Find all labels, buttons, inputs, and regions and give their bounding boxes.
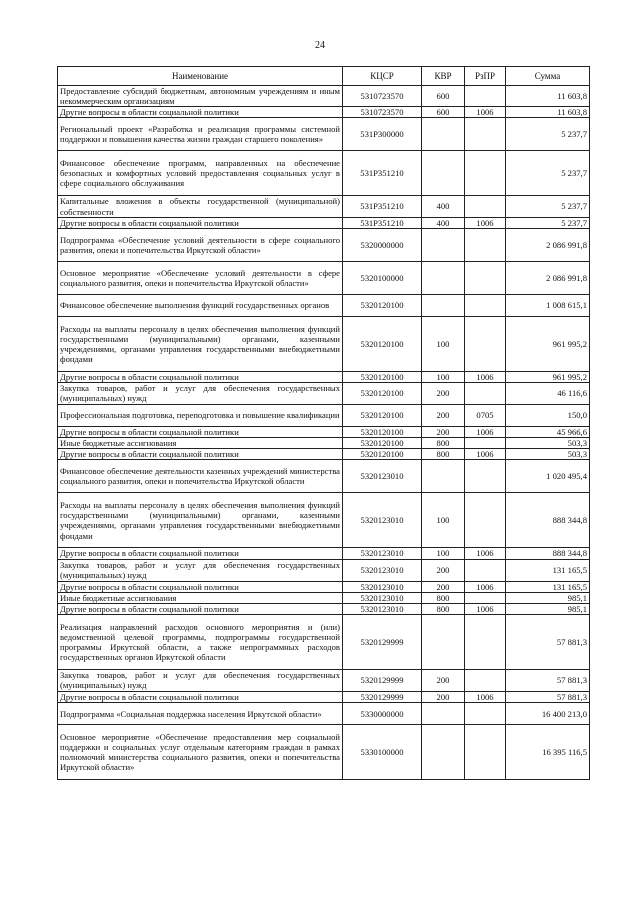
cell-sum: 57 881,3: [506, 669, 590, 691]
cell-kvr: [422, 703, 465, 725]
cell-kcsr: 5320123010: [343, 493, 422, 548]
cell-sum: 888 344,8: [506, 548, 590, 559]
cell-kvr: 800: [422, 603, 465, 614]
table-row: [58, 449, 590, 460]
cell-rzpr: 1006: [465, 449, 506, 460]
cell-sum: 11 603,8: [506, 107, 590, 118]
cell-name: Закупка товаров, работ и услуг для обеспечения государственных (муниципальных) нужд: [58, 669, 343, 691]
table-row: [58, 426, 590, 437]
cell-sum: 131 165,5: [506, 581, 590, 592]
table-row: [58, 294, 590, 316]
cell-kcsr: 5320123010: [343, 592, 422, 603]
cell-rzpr: [465, 460, 506, 493]
cell-name: Региональный проект «Разработка и реализация программы системной поддержки и повышения качества жизни граждан старшего поколения»: [58, 118, 343, 151]
cell-sum: 961 995,2: [506, 316, 590, 371]
cell-kvr: 200: [422, 669, 465, 691]
header-sum: Сумма: [506, 67, 590, 86]
cell-rzpr: 1006: [465, 548, 506, 559]
cell-rzpr: [465, 294, 506, 316]
cell-kvr: 200: [422, 581, 465, 592]
cell-rzpr: [465, 118, 506, 151]
cell-sum: 2 086 991,8: [506, 261, 590, 294]
cell-rzpr: [465, 669, 506, 691]
table-row: [58, 460, 590, 493]
table-row: [58, 86, 590, 107]
table-row: [58, 592, 590, 603]
cell-rzpr: [465, 382, 506, 404]
cell-kcsr: 5320120100: [343, 449, 422, 460]
cell-name: Реализация направлений расходов основного мероприятия и (или) ведомственной целевой программы, подпрограммы государственной программы Иркутской области, а также непрограммных расходов государственных органов Иркутской области: [58, 614, 343, 669]
cell-rzpr: [465, 614, 506, 669]
cell-kvr: [422, 228, 465, 261]
cell-kcsr: 5320120100: [343, 294, 422, 316]
cell-rzpr: 1006: [465, 691, 506, 702]
cell-kcsr: 5320123010: [343, 603, 422, 614]
cell-kvr: 800: [422, 592, 465, 603]
cell-kcsr: 5320129999: [343, 614, 422, 669]
cell-kcsr: 5320129999: [343, 669, 422, 691]
cell-kvr: 100: [422, 493, 465, 548]
cell-name: Расходы на выплаты персоналу в целях обеспечения выполнения функций государственными (муниципальными) органами, казенными учреждениями, органами управления государственными внебюджетными фондами: [58, 493, 343, 548]
cell-name: Расходы на выплаты персоналу в целях обеспечения выполнения функций государственными (муниципальными) органами, казенными учреждениями, органами управления государственными внебюджетными фондами: [58, 316, 343, 371]
cell-kcsr: 5320120100: [343, 382, 422, 404]
cell-sum: 150,0: [506, 404, 590, 426]
cell-kcsr: 5330000000: [343, 703, 422, 725]
cell-name: Капитальные вложения в объекты государственной (муниципальной) собственности: [58, 196, 343, 217]
cell-rzpr: [465, 261, 506, 294]
cell-sum: 5 237,7: [506, 118, 590, 151]
cell-kvr: 800: [422, 438, 465, 449]
cell-name: Подпрограмма «Обеспечение условий деятельности в сфере социального развития, опеки и попечительства Иркутской области»: [58, 228, 343, 261]
cell-name: Основное мероприятие «Обеспечение предоставления мер социальной поддержки и социальных услуг отдельным категориям граждан в рамках полномочий министерства социального развития, опеки и попечительства Иркутской области»: [58, 725, 343, 780]
table-body: [58, 86, 590, 780]
cell-sum: 45 966,6: [506, 426, 590, 437]
cell-rzpr: 1006: [465, 426, 506, 437]
cell-name: Другие вопросы в области социальной политики: [58, 548, 343, 559]
cell-name: Закупка товаров, работ и услуг для обеспечения государственных (муниципальных) нужд: [58, 382, 343, 404]
cell-kvr: [422, 725, 465, 780]
cell-sum: 985,1: [506, 603, 590, 614]
cell-rzpr: 1006: [465, 603, 506, 614]
cell-kcsr: 5320120100: [343, 316, 422, 371]
cell-rzpr: [465, 493, 506, 548]
cell-sum: 1 020 495,4: [506, 460, 590, 493]
cell-name: Закупка товаров, работ и услуг для обеспечения государственных (муниципальных) нужд: [58, 559, 343, 581]
cell-sum: 2 086 991,8: [506, 228, 590, 261]
cell-name: Другие вопросы в области социальной политики: [58, 426, 343, 437]
table-row: [58, 316, 590, 371]
cell-rzpr: [465, 703, 506, 725]
cell-kcsr: 5320120100: [343, 426, 422, 437]
cell-rzpr: [465, 316, 506, 371]
cell-kvr: 100: [422, 371, 465, 382]
cell-sum: 503,3: [506, 438, 590, 449]
table-row: [58, 603, 590, 614]
cell-kvr: [422, 118, 465, 151]
cell-kvr: [422, 614, 465, 669]
cell-name: Другие вопросы в области социальной политики: [58, 603, 343, 614]
cell-kvr: 400: [422, 217, 465, 228]
table-row: [58, 725, 590, 780]
cell-sum: 503,3: [506, 449, 590, 460]
cell-kvr: 800: [422, 449, 465, 460]
table-row: [58, 228, 590, 261]
cell-sum: 16 395 116,5: [506, 725, 590, 780]
cell-name: Другие вопросы в области социальной политики: [58, 371, 343, 382]
table-row: [58, 669, 590, 691]
table-row: [58, 559, 590, 581]
cell-rzpr: [465, 559, 506, 581]
cell-name: Другие вопросы в области социальной политики: [58, 691, 343, 702]
cell-kcsr: 531P300000: [343, 118, 422, 151]
table-row: [58, 614, 590, 669]
cell-name: Основное мероприятие «Обеспечение условий деятельности в сфере социального развития, опеки и попечительства Иркутской области»: [58, 261, 343, 294]
cell-sum: 131 165,5: [506, 559, 590, 581]
cell-sum: 888 344,8: [506, 493, 590, 548]
cell-kcsr: 531P351210: [343, 151, 422, 196]
table-row: [58, 548, 590, 559]
cell-rzpr: 1006: [465, 581, 506, 592]
table-row: [58, 691, 590, 702]
table-row: [58, 261, 590, 294]
table-row: [58, 438, 590, 449]
cell-name: Профессиональная подготовка, переподготовка и повышение квалификации: [58, 404, 343, 426]
table-header: [58, 67, 590, 86]
cell-name: Финансовое обеспечение деятельности казенных учреждений министерства социального развития, опеки и попечительства Иркутской области: [58, 460, 343, 493]
header-row: [58, 67, 590, 86]
table-row: [58, 404, 590, 426]
cell-kcsr: 5320123010: [343, 460, 422, 493]
cell-rzpr: [465, 438, 506, 449]
budget-table: [57, 66, 590, 780]
cell-kvr: 600: [422, 86, 465, 107]
cell-kcsr: 5320120100: [343, 438, 422, 449]
cell-kvr: [422, 261, 465, 294]
cell-name: Финансовое обеспечение выполнения функций государственных органов: [58, 294, 343, 316]
cell-name: Иные бюджетные ассигнования: [58, 592, 343, 603]
cell-kcsr: 5320100000: [343, 261, 422, 294]
cell-kvr: 600: [422, 107, 465, 118]
table-row: [58, 581, 590, 592]
cell-rzpr: [465, 725, 506, 780]
table-row: [58, 118, 590, 151]
table-row: [58, 107, 590, 118]
cell-kvr: 200: [422, 404, 465, 426]
cell-kvr: 400: [422, 196, 465, 217]
cell-kcsr: 5320129999: [343, 691, 422, 702]
cell-kvr: 200: [422, 691, 465, 702]
cell-sum: 985,1: [506, 592, 590, 603]
cell-rzpr: 1006: [465, 217, 506, 228]
cell-kcsr: 5320000000: [343, 228, 422, 261]
cell-rzpr: [465, 228, 506, 261]
cell-kvr: 200: [422, 382, 465, 404]
cell-sum: 16 400 213,0: [506, 703, 590, 725]
cell-sum: 11 603,8: [506, 86, 590, 107]
cell-kvr: 100: [422, 316, 465, 371]
cell-rzpr: [465, 592, 506, 603]
cell-kvr: 100: [422, 548, 465, 559]
cell-name: Подпрограмма «Социальная поддержка населения Иркутской области»: [58, 703, 343, 725]
table-row: [58, 493, 590, 548]
cell-name: Другие вопросы в области социальной политики: [58, 107, 343, 118]
table-row: [58, 703, 590, 725]
cell-kvr: [422, 151, 465, 196]
cell-kcsr: 5320123010: [343, 548, 422, 559]
cell-kcsr: 5320123010: [343, 581, 422, 592]
cell-kcsr: 531P351210: [343, 217, 422, 228]
cell-sum: 57 881,3: [506, 691, 590, 702]
cell-rzpr: [465, 196, 506, 217]
header-name: Наименование: [58, 67, 343, 86]
header-rzpr: РзПР: [465, 67, 506, 86]
cell-sum: 961 995,2: [506, 371, 590, 382]
table-row: [58, 151, 590, 196]
cell-kvr: [422, 460, 465, 493]
cell-kcsr: 5330100000: [343, 725, 422, 780]
cell-sum: 5 237,7: [506, 196, 590, 217]
cell-sum: 5 237,7: [506, 151, 590, 196]
cell-name: Финансовое обеспечение программ, направленных на обеспечение безопасных и комфортных условий предоставления социальных услуг в сфере социального обслуживания: [58, 151, 343, 196]
cell-kcsr: 5320123010: [343, 559, 422, 581]
cell-kvr: 200: [422, 559, 465, 581]
header-kvr: КВР: [422, 67, 465, 86]
cell-kcsr: 5320120100: [343, 404, 422, 426]
table-row: [58, 217, 590, 228]
cell-sum: 1 008 615,1: [506, 294, 590, 316]
cell-name: Другие вопросы в области социальной политики: [58, 581, 343, 592]
cell-kcsr: 5310723570: [343, 107, 422, 118]
cell-name: Предоставление субсидий бюджетным, автономным учреждениям и иным некоммерческим организациям: [58, 86, 343, 107]
cell-kcsr: 5320120100: [343, 371, 422, 382]
table-row: [58, 382, 590, 404]
cell-rzpr: 1006: [465, 107, 506, 118]
cell-sum: 46 116,6: [506, 382, 590, 404]
cell-sum: 5 237,7: [506, 217, 590, 228]
header-kcsr: КЦСР: [343, 67, 422, 86]
cell-name: Иные бюджетные ассигнования: [58, 438, 343, 449]
cell-kcsr: 5310723570: [343, 86, 422, 107]
cell-kcsr: 531P351210: [343, 196, 422, 217]
cell-rzpr: 0705: [465, 404, 506, 426]
table-row: [58, 371, 590, 382]
cell-rzpr: 1006: [465, 371, 506, 382]
cell-rzpr: [465, 151, 506, 196]
cell-sum: 57 881,3: [506, 614, 590, 669]
page-number: 24: [315, 40, 325, 51]
cell-kvr: 200: [422, 426, 465, 437]
cell-rzpr: [465, 86, 506, 107]
table-row: [58, 196, 590, 217]
cell-kvr: [422, 294, 465, 316]
cell-name: Другие вопросы в области социальной политики: [58, 217, 343, 228]
cell-name: Другие вопросы в области социальной политики: [58, 449, 343, 460]
